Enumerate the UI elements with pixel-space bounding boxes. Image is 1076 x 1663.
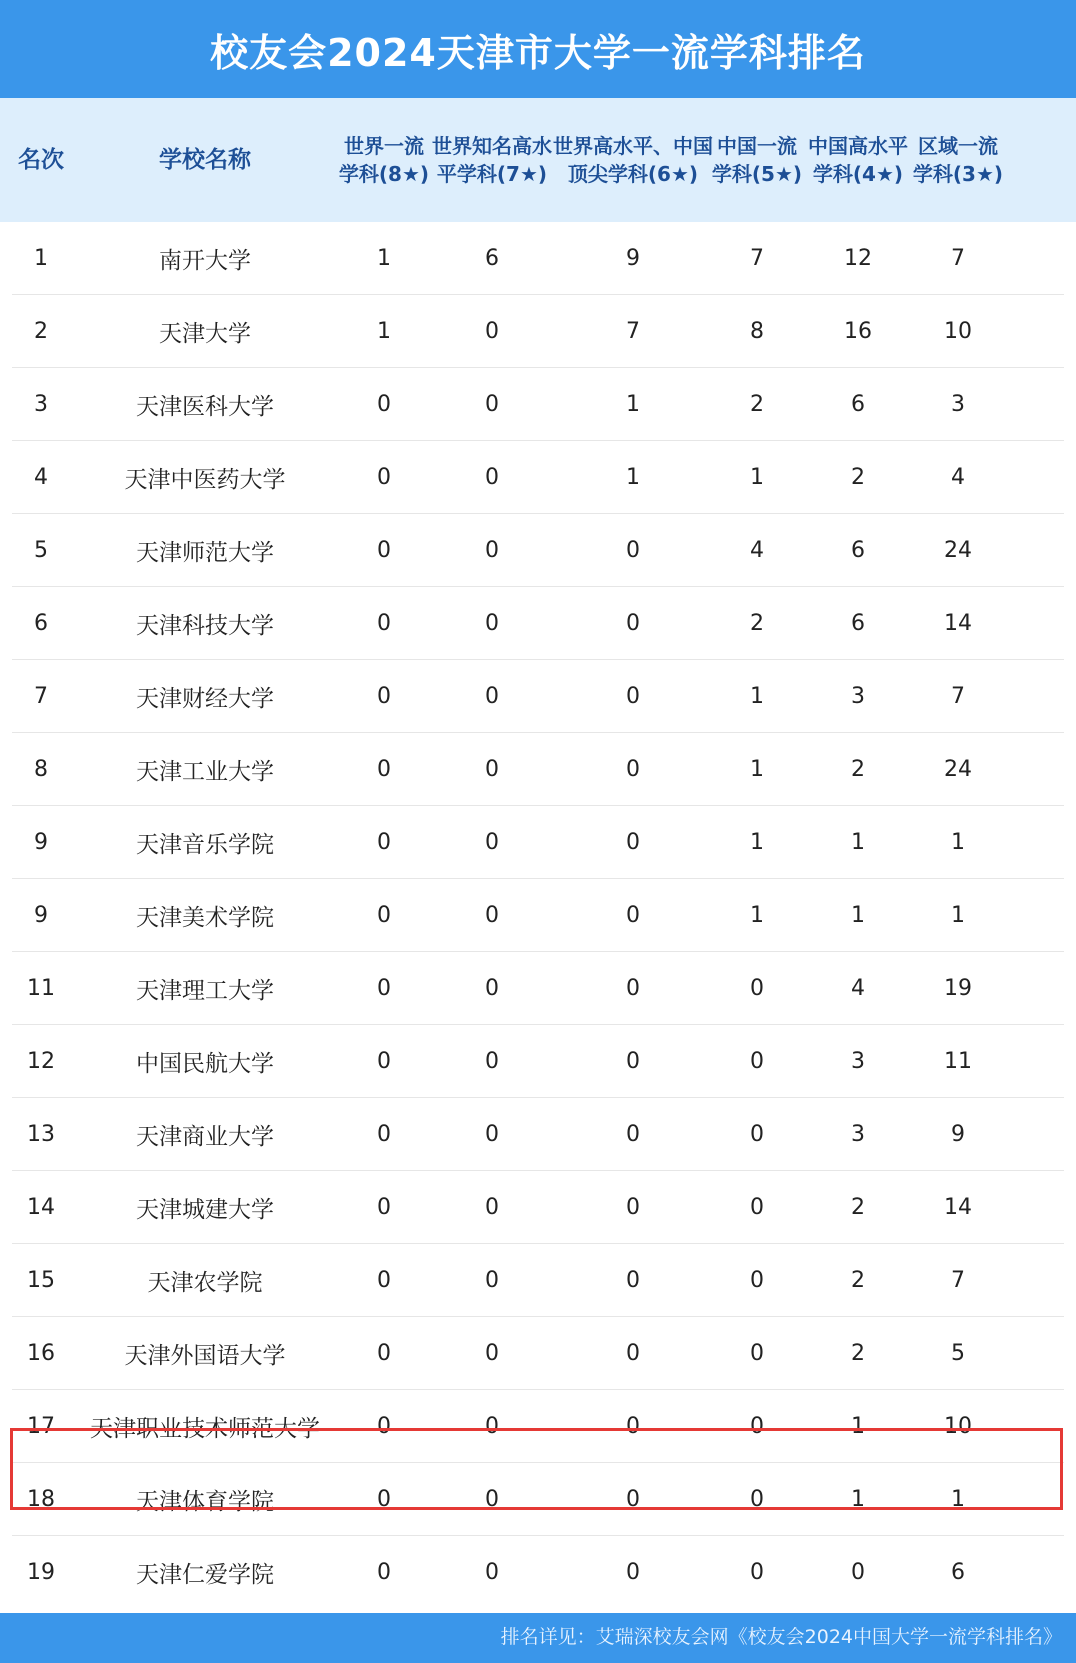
cell-rank: 4 bbox=[34, 465, 48, 490]
header-world-high-level bbox=[551, 98, 716, 222]
table-row bbox=[0, 733, 1076, 806]
table-row bbox=[0, 1025, 1076, 1098]
cell-china-high-level: 2 bbox=[851, 757, 865, 782]
header-line: 世界一流 bbox=[343, 134, 424, 158]
cell-china-first-class: 0 bbox=[750, 1414, 764, 1439]
table-row bbox=[0, 806, 1076, 879]
cell-china-first-class: 1 bbox=[750, 903, 764, 928]
header-line: 区域一流 bbox=[917, 134, 998, 158]
ranking-table bbox=[0, 98, 1076, 1613]
cell-world-renowned: 0 bbox=[485, 1049, 499, 1074]
cell-school-name: 天津职业技术师范大学 bbox=[90, 1416, 320, 1442]
cell-china-first-class: 0 bbox=[750, 976, 764, 1001]
cell-china-high-level: 1 bbox=[851, 1414, 865, 1439]
cell-world-high-level: 0 bbox=[626, 611, 640, 636]
cell-school-name: 天津医科大学 bbox=[136, 394, 274, 420]
cell-school-name: 天津外国语大学 bbox=[124, 1343, 286, 1369]
cell-rank: 18 bbox=[27, 1487, 55, 1512]
cell-china-high-level: 3 bbox=[851, 684, 865, 709]
cell-regional-first-class: 10 bbox=[944, 1414, 972, 1439]
cell-school-name: 天津音乐学院 bbox=[136, 832, 274, 858]
cell-regional-first-class: 14 bbox=[944, 611, 972, 636]
header-line: 学校名称 bbox=[159, 147, 251, 173]
cell-regional-first-class: 4 bbox=[951, 465, 965, 490]
cell-world-renowned: 0 bbox=[485, 465, 499, 490]
cell-rank: 1 bbox=[34, 246, 48, 271]
cell-china-first-class: 1 bbox=[750, 830, 764, 855]
cell-china-first-class: 0 bbox=[750, 1122, 764, 1147]
header-line: 学科(4★) bbox=[812, 162, 904, 186]
cell-china-high-level: 6 bbox=[851, 392, 865, 417]
cell-regional-first-class: 7 bbox=[951, 684, 965, 709]
table-row bbox=[0, 587, 1076, 660]
table-row bbox=[0, 514, 1076, 587]
header-line: 世界知名高水 bbox=[432, 134, 552, 158]
cell-world-first-class: 0 bbox=[377, 611, 391, 636]
cell-china-high-level: 2 bbox=[851, 465, 865, 490]
cell-world-first-class: 0 bbox=[377, 1560, 391, 1585]
cell-world-first-class: 0 bbox=[377, 684, 391, 709]
cell-world-first-class: 0 bbox=[377, 465, 391, 490]
cell-rank: 14 bbox=[27, 1195, 55, 1220]
cell-regional-first-class: 1 bbox=[951, 1487, 965, 1512]
cell-world-high-level: 7 bbox=[626, 319, 640, 344]
cell-china-high-level: 1 bbox=[851, 903, 865, 928]
cell-world-first-class: 0 bbox=[377, 976, 391, 1001]
cell-china-first-class: 8 bbox=[750, 319, 764, 344]
table-header bbox=[0, 98, 1076, 222]
cell-world-high-level: 0 bbox=[626, 1195, 640, 1220]
cell-world-renowned: 0 bbox=[485, 976, 499, 1001]
cell-world-high-level: 0 bbox=[626, 1049, 640, 1074]
header-line: 学科(5★) bbox=[711, 162, 803, 186]
header-school-name bbox=[85, 98, 325, 222]
header-regional-first-class bbox=[908, 98, 1008, 222]
cell-school-name: 天津体育学院 bbox=[136, 1489, 274, 1515]
cell-world-renowned: 0 bbox=[485, 1341, 499, 1366]
table-row bbox=[0, 222, 1076, 295]
header-line: 顶尖学科(6★) bbox=[567, 162, 699, 186]
header-line: 学科(8★) bbox=[338, 162, 430, 186]
cell-world-renowned: 0 bbox=[485, 830, 499, 855]
cell-world-high-level: 0 bbox=[626, 1122, 640, 1147]
cell-china-high-level: 2 bbox=[851, 1341, 865, 1366]
cell-china-first-class: 0 bbox=[750, 1195, 764, 1220]
cell-rank: 3 bbox=[34, 392, 48, 417]
cell-world-high-level: 0 bbox=[626, 976, 640, 1001]
cell-china-first-class: 0 bbox=[750, 1268, 764, 1293]
cell-world-first-class: 0 bbox=[377, 1341, 391, 1366]
cell-china-first-class: 1 bbox=[750, 757, 764, 782]
cell-world-first-class: 0 bbox=[377, 903, 391, 928]
cell-regional-first-class: 3 bbox=[951, 392, 965, 417]
cell-school-name: 南开大学 bbox=[159, 248, 251, 274]
cell-regional-first-class: 14 bbox=[944, 1195, 972, 1220]
source-footnote: 排名详见：艾瑞深校友会网《校友会2024中国大学一流学科排名》 bbox=[500, 1626, 1062, 1648]
cell-world-renowned: 0 bbox=[485, 903, 499, 928]
cell-regional-first-class: 6 bbox=[951, 1560, 965, 1585]
cell-school-name: 天津城建大学 bbox=[136, 1197, 274, 1223]
cell-world-high-level: 0 bbox=[626, 757, 640, 782]
cell-rank: 5 bbox=[34, 538, 48, 563]
cell-school-name: 天津大学 bbox=[159, 321, 251, 347]
cell-world-high-level: 0 bbox=[626, 1414, 640, 1439]
cell-school-name: 天津工业大学 bbox=[136, 759, 274, 785]
cell-rank: 15 bbox=[27, 1268, 55, 1293]
cell-china-first-class: 0 bbox=[750, 1049, 764, 1074]
header-line: 名次 bbox=[18, 147, 64, 173]
cell-world-renowned: 0 bbox=[485, 1487, 499, 1512]
header-world-first-class bbox=[334, 98, 434, 222]
cell-china-high-level: 0 bbox=[851, 1560, 865, 1585]
cell-regional-first-class: 10 bbox=[944, 319, 972, 344]
cell-world-renowned: 0 bbox=[485, 319, 499, 344]
cell-regional-first-class: 24 bbox=[944, 538, 972, 563]
cell-rank: 13 bbox=[27, 1122, 55, 1147]
cell-school-name: 天津农学院 bbox=[147, 1270, 263, 1296]
cell-world-high-level: 0 bbox=[626, 538, 640, 563]
cell-rank: 17 bbox=[27, 1414, 55, 1439]
cell-school-name: 天津科技大学 bbox=[136, 613, 274, 639]
table-row bbox=[0, 1536, 1076, 1609]
page-title: 校友会2024天津市大学一流学科排名 bbox=[210, 30, 866, 75]
cell-world-renowned: 0 bbox=[485, 1414, 499, 1439]
cell-regional-first-class: 1 bbox=[951, 903, 965, 928]
cell-world-renowned: 0 bbox=[485, 684, 499, 709]
cell-china-high-level: 2 bbox=[851, 1268, 865, 1293]
cell-world-renowned: 0 bbox=[485, 392, 499, 417]
table-row bbox=[0, 660, 1076, 733]
cell-china-first-class: 0 bbox=[750, 1560, 764, 1585]
cell-china-first-class: 0 bbox=[750, 1341, 764, 1366]
cell-regional-first-class: 7 bbox=[951, 1268, 965, 1293]
cell-rank: 16 bbox=[27, 1341, 55, 1366]
cell-regional-first-class: 7 bbox=[951, 246, 965, 271]
table-row bbox=[0, 1098, 1076, 1171]
cell-school-name: 天津中医药大学 bbox=[124, 467, 286, 493]
cell-china-first-class: 2 bbox=[750, 611, 764, 636]
cell-world-renowned: 0 bbox=[485, 1122, 499, 1147]
table-row bbox=[0, 1317, 1076, 1390]
cell-china-first-class: 7 bbox=[750, 246, 764, 271]
cell-world-high-level: 0 bbox=[626, 1268, 640, 1293]
cell-world-first-class: 0 bbox=[377, 1195, 391, 1220]
table-row bbox=[0, 952, 1076, 1025]
cell-school-name: 天津商业大学 bbox=[136, 1124, 274, 1150]
cell-china-first-class: 1 bbox=[750, 465, 764, 490]
cell-rank: 11 bbox=[27, 976, 55, 1001]
cell-world-renowned: 0 bbox=[485, 538, 499, 563]
cell-world-first-class: 0 bbox=[377, 830, 391, 855]
cell-china-high-level: 1 bbox=[851, 1487, 865, 1512]
cell-rank: 12 bbox=[27, 1049, 55, 1074]
header-world-renowned bbox=[432, 98, 552, 222]
cell-china-high-level: 1 bbox=[851, 830, 865, 855]
cell-world-high-level: 1 bbox=[626, 465, 640, 490]
cell-china-first-class: 4 bbox=[750, 538, 764, 563]
cell-world-first-class: 0 bbox=[377, 1122, 391, 1147]
cell-china-high-level: 12 bbox=[844, 246, 872, 271]
cell-world-first-class: 0 bbox=[377, 1049, 391, 1074]
cell-china-high-level: 2 bbox=[851, 1195, 865, 1220]
table-row bbox=[0, 441, 1076, 514]
cell-china-high-level: 3 bbox=[851, 1049, 865, 1074]
cell-school-name: 天津理工大学 bbox=[136, 978, 274, 1004]
cell-regional-first-class: 9 bbox=[951, 1122, 965, 1147]
cell-china-high-level: 16 bbox=[844, 319, 872, 344]
cell-regional-first-class: 5 bbox=[951, 1341, 965, 1366]
header-rank bbox=[1, 98, 81, 222]
cell-world-first-class: 0 bbox=[377, 1268, 391, 1293]
cell-world-high-level: 0 bbox=[626, 1487, 640, 1512]
cell-school-name: 中国民航大学 bbox=[136, 1051, 274, 1077]
table-row bbox=[0, 368, 1076, 441]
cell-regional-first-class: 24 bbox=[944, 757, 972, 782]
cell-rank: 8 bbox=[34, 757, 48, 782]
cell-world-high-level: 0 bbox=[626, 684, 640, 709]
cell-world-high-level: 0 bbox=[626, 1341, 640, 1366]
cell-china-first-class: 1 bbox=[750, 684, 764, 709]
cell-world-high-level: 0 bbox=[626, 903, 640, 928]
cell-school-name: 天津财经大学 bbox=[136, 686, 274, 712]
cell-school-name: 天津美术学院 bbox=[136, 905, 274, 931]
header-line: 学科(3★) bbox=[912, 162, 1004, 186]
cell-school-name: 天津仁爱学院 bbox=[136, 1562, 274, 1588]
cell-china-first-class: 2 bbox=[750, 392, 764, 417]
header-line: 世界高水平、中国 bbox=[553, 134, 713, 158]
cell-china-high-level: 3 bbox=[851, 1122, 865, 1147]
cell-regional-first-class: 11 bbox=[944, 1049, 972, 1074]
cell-world-renowned: 0 bbox=[485, 1268, 499, 1293]
cell-world-first-class: 1 bbox=[377, 246, 391, 271]
cell-world-first-class: 0 bbox=[377, 538, 391, 563]
cell-china-high-level: 6 bbox=[851, 611, 865, 636]
cell-rank: 6 bbox=[34, 611, 48, 636]
table-row bbox=[0, 1171, 1076, 1244]
cell-china-high-level: 6 bbox=[851, 538, 865, 563]
cell-regional-first-class: 19 bbox=[944, 976, 972, 1001]
cell-rank: 7 bbox=[34, 684, 48, 709]
table-row bbox=[0, 295, 1076, 368]
header-line: 中国一流 bbox=[716, 134, 797, 158]
table-row bbox=[0, 1244, 1076, 1317]
cell-rank: 2 bbox=[34, 319, 48, 344]
cell-world-high-level: 0 bbox=[626, 1560, 640, 1585]
cell-world-first-class: 1 bbox=[377, 319, 391, 344]
cell-world-high-level: 9 bbox=[626, 246, 640, 271]
cell-world-renowned: 0 bbox=[485, 757, 499, 782]
cell-world-high-level: 1 bbox=[626, 392, 640, 417]
header-china-first-class bbox=[707, 98, 807, 222]
cell-regional-first-class: 1 bbox=[951, 830, 965, 855]
cell-world-first-class: 0 bbox=[377, 1414, 391, 1439]
cell-world-first-class: 0 bbox=[377, 1487, 391, 1512]
cell-china-first-class: 0 bbox=[750, 1487, 764, 1512]
table-row bbox=[0, 879, 1076, 952]
header-line: 平学科(7★) bbox=[436, 162, 548, 186]
cell-world-first-class: 0 bbox=[377, 757, 391, 782]
cell-world-renowned: 0 bbox=[485, 1195, 499, 1220]
cell-world-first-class: 0 bbox=[377, 392, 391, 417]
cell-rank: 9 bbox=[34, 903, 48, 928]
cell-world-renowned: 0 bbox=[485, 611, 499, 636]
cell-rank: 9 bbox=[34, 830, 48, 855]
cell-world-renowned: 0 bbox=[485, 1560, 499, 1585]
cell-world-renowned: 6 bbox=[485, 246, 499, 271]
cell-rank: 19 bbox=[27, 1560, 55, 1585]
cell-school-name: 天津师范大学 bbox=[136, 540, 274, 566]
cell-world-high-level: 0 bbox=[626, 830, 640, 855]
cell-china-high-level: 4 bbox=[851, 976, 865, 1001]
header-line: 中国高水平 bbox=[808, 134, 908, 158]
highlighted-row-frame bbox=[10, 1428, 1063, 1510]
header-china-high-level bbox=[803, 98, 913, 222]
